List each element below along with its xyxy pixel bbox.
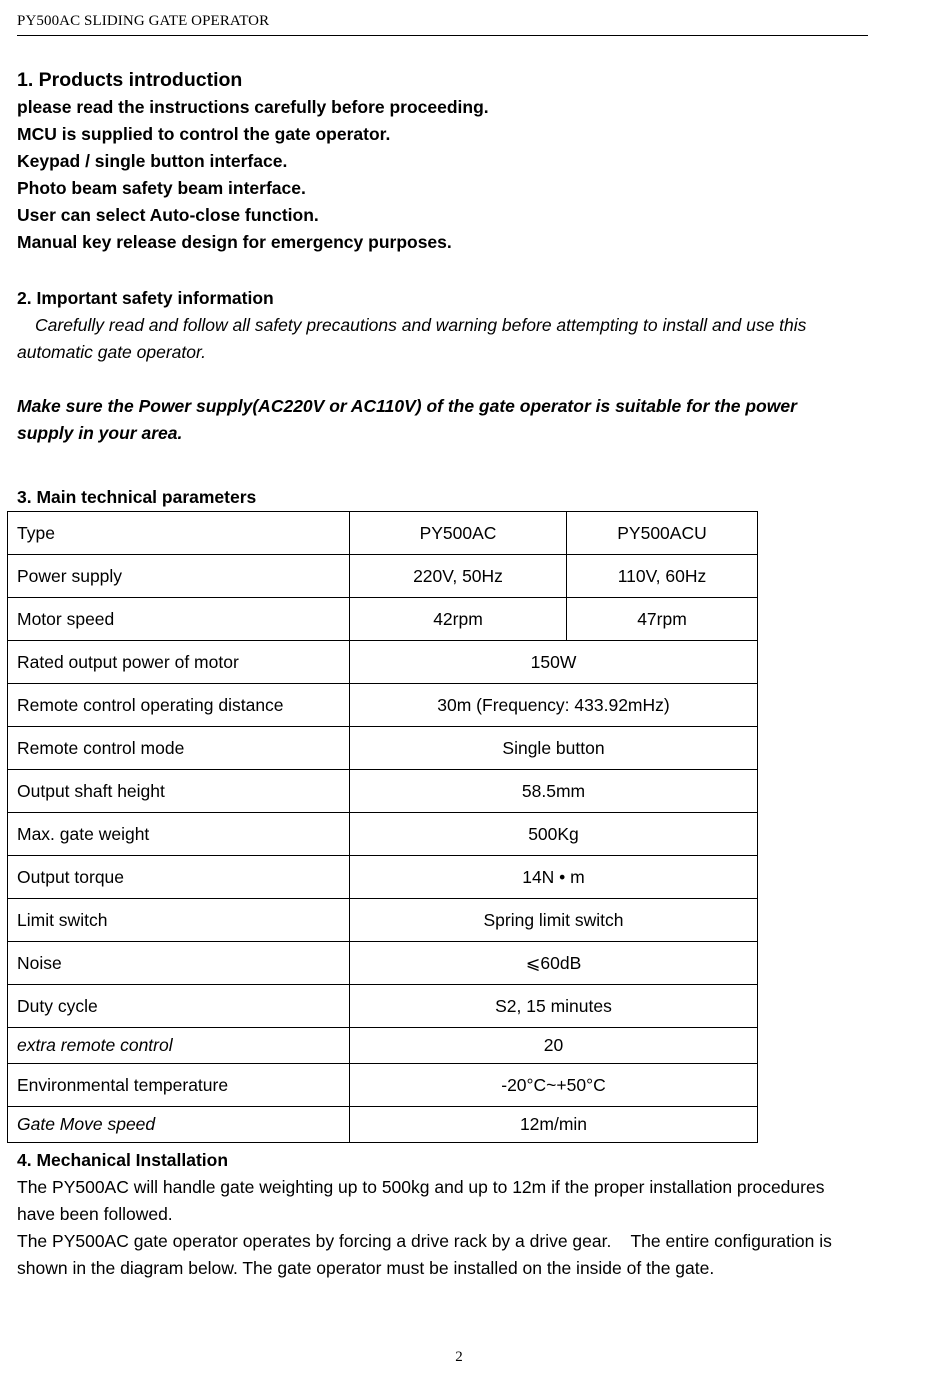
param-value: 500Kg — [350, 813, 758, 856]
param-value: -20°C~+50°C — [350, 1064, 758, 1107]
param-label: Gate Move speed — [8, 1107, 350, 1143]
param-value-ac: 220V, 50Hz — [350, 555, 567, 598]
table-row — [8, 598, 758, 641]
param-label: extra remote control — [8, 1028, 350, 1064]
table-row — [8, 1064, 758, 1107]
table-row — [8, 512, 758, 555]
table-row — [8, 899, 758, 942]
param-label: Motor speed — [8, 598, 350, 641]
table-row — [8, 770, 758, 813]
param-label: Type — [8, 512, 350, 555]
warning-line: Make sure the Power supply(AC220V or AC110V) of the gate operator is suitable for the power — [17, 396, 797, 416]
table-row — [8, 641, 758, 684]
param-value: 150W — [350, 641, 758, 684]
installation-line: have been followed. — [17, 1204, 173, 1224]
installation-line: The PY500AC gate operator operates by forcing a drive rack by a drive gear. The entire configuration is — [17, 1231, 832, 1251]
section-3-heading: 3. Main technical parameters — [17, 487, 257, 507]
param-value: ⩽60dB — [350, 942, 758, 985]
safety-line: automatic gate operator. — [17, 342, 207, 362]
param-label: Remote control operating distance — [8, 684, 350, 727]
table-row — [8, 985, 758, 1028]
intro-list — [17, 94, 877, 256]
section-products-introduction — [17, 67, 877, 256]
param-value-ac: PY500AC — [350, 512, 567, 555]
table-row — [8, 555, 758, 598]
param-value: 14N • m — [350, 856, 758, 899]
param-value-ac: 42rpm — [350, 598, 567, 641]
param-value-acu: 47rpm — [567, 598, 758, 641]
section-4-heading: 4. Mechanical Installation — [17, 1150, 229, 1170]
page-header: PY500AC SLIDING GATE OPERATOR — [17, 13, 868, 36]
technical-parameters-table — [7, 511, 758, 1143]
power-supply-warning — [17, 393, 877, 447]
section-2-heading: 2. Important safety information — [17, 288, 274, 308]
section-mechanical-installation — [17, 1147, 877, 1282]
param-label: Power supply — [8, 555, 350, 598]
param-label: Rated output power of motor — [8, 641, 350, 684]
table-row — [8, 942, 758, 985]
param-value: 20 — [350, 1028, 758, 1064]
param-value: 12m/min — [350, 1107, 758, 1143]
param-label: Limit switch — [8, 899, 350, 942]
table-row — [8, 1107, 758, 1143]
param-value: Single button — [350, 727, 758, 770]
installation-line: The PY500AC will handle gate weighting up to 500kg and up to 12m if the proper installation procedures — [17, 1177, 825, 1197]
param-label: Output torque — [8, 856, 350, 899]
param-value-acu: 110V, 60Hz — [567, 555, 758, 598]
param-value: Spring limit switch — [350, 899, 758, 942]
safety-paragraph — [17, 312, 877, 366]
section-1-heading: 1. Products introduction — [17, 69, 243, 91]
param-label: Remote control mode — [8, 727, 350, 770]
param-value: S2, 15 minutes — [350, 985, 758, 1028]
section-safety-information — [17, 285, 877, 366]
param-value-acu: PY500ACU — [567, 512, 758, 555]
param-label: Noise — [8, 942, 350, 985]
param-label: Max. gate weight — [8, 813, 350, 856]
table-row — [8, 813, 758, 856]
param-label: Duty cycle — [8, 985, 350, 1028]
warning-line: supply in your area. — [17, 423, 183, 443]
intro-line: MCU is supplied to control the gate operator. — [17, 124, 391, 144]
table-row — [8, 856, 758, 899]
param-label: Environmental temperature — [8, 1064, 350, 1107]
table-row — [8, 684, 758, 727]
intro-line: Keypad / single button interface. — [17, 151, 288, 171]
intro-line: User can select Auto-close function. — [17, 205, 319, 225]
intro-line: Manual key release design for emergency purposes. — [17, 232, 452, 252]
safety-line: Carefully read and follow all safety precautions and warning before attempting to install and use this — [35, 315, 807, 335]
table-row — [8, 727, 758, 770]
installation-line: shown in the diagram below. The gate operator must be installed on the inside of the gate. — [17, 1258, 715, 1278]
param-value: 30m (Frequency: 433.92mHz) — [350, 684, 758, 727]
page-number: 2 — [455, 1349, 463, 1365]
installation-paragraph — [17, 1174, 877, 1282]
param-label: Output shaft height — [8, 770, 350, 813]
param-value: 58.5mm — [350, 770, 758, 813]
intro-line: please read the instructions carefully before proceeding. — [17, 97, 489, 117]
table-row — [8, 1028, 758, 1064]
intro-line: Photo beam safety beam interface. — [17, 178, 306, 198]
